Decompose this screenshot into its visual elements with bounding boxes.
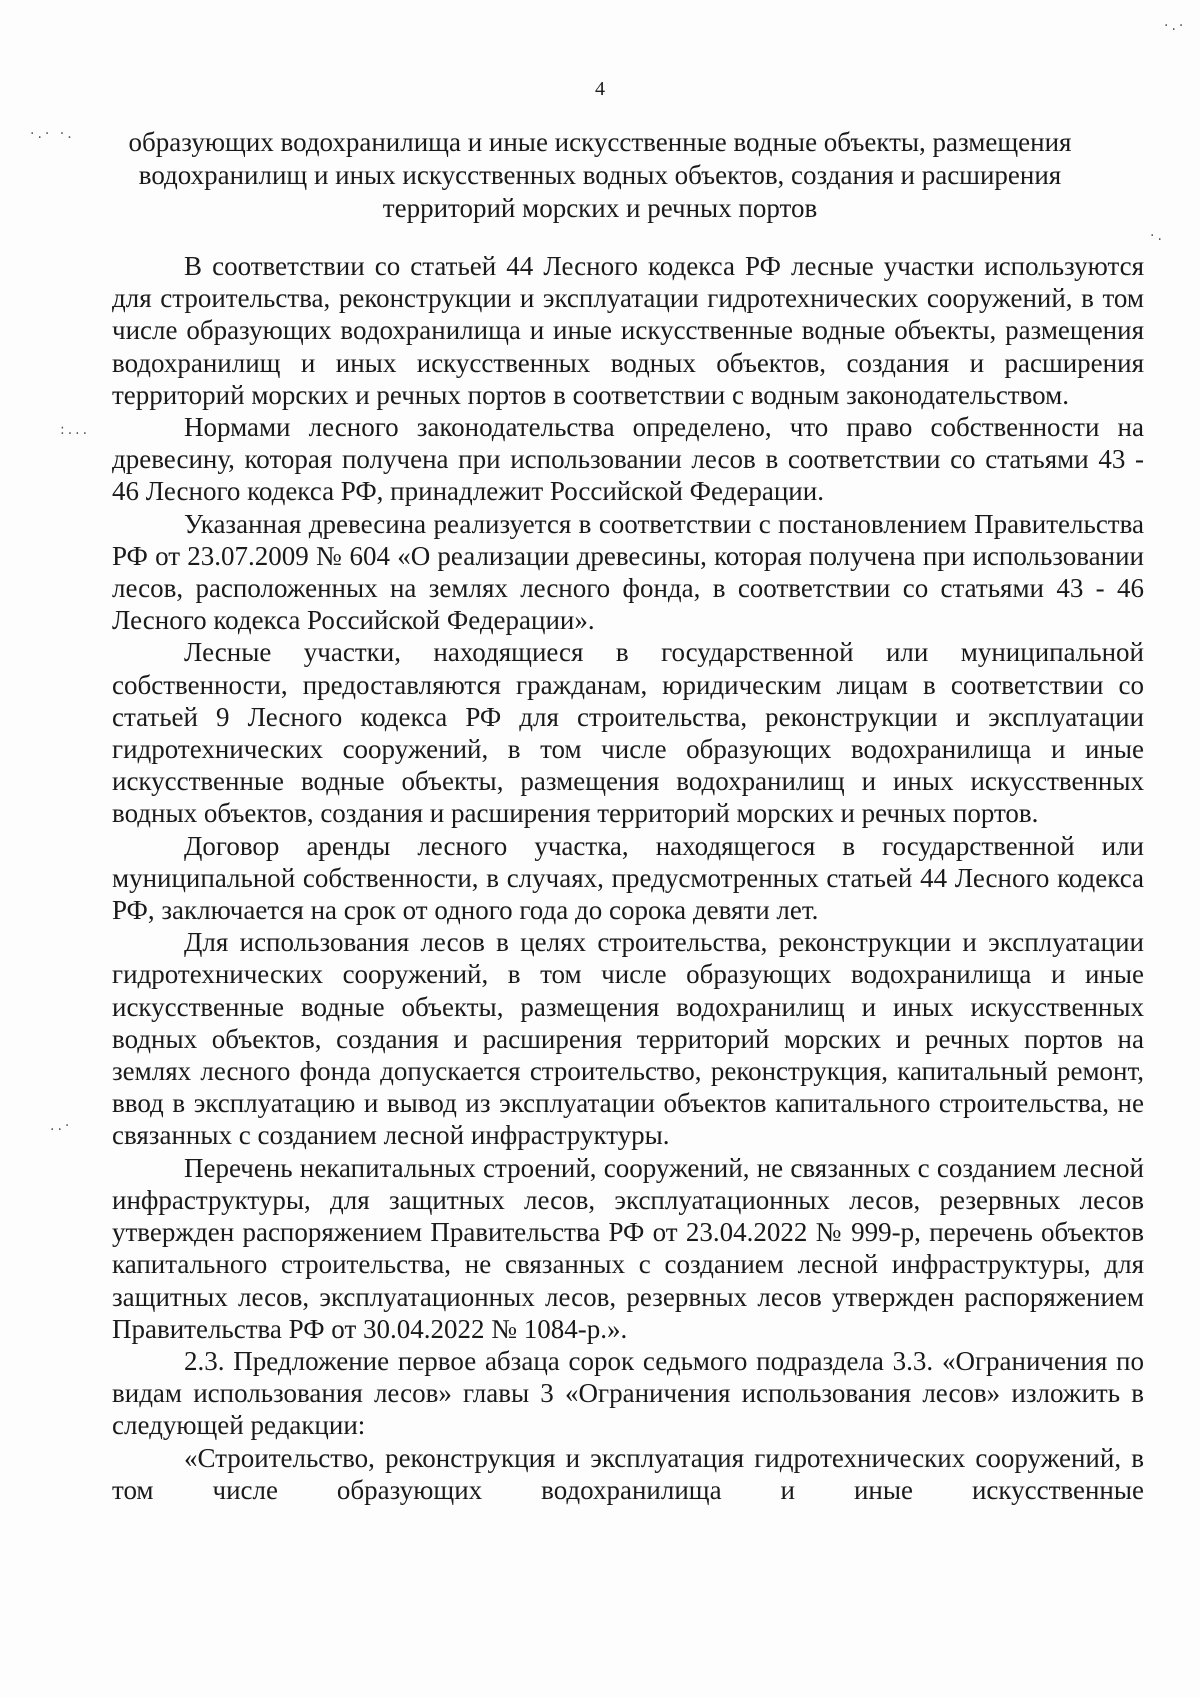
paragraph-3: Указанная древесина реализуется в соответствии с постановлением Правительства РФ от 23.07.2009 № 604 «О реализации древесины, которая получена при использовании лесов, расположенных на землях лесного фонда, в соответствии со статьями 43 - 46 Лесного кодекса Российской Федерации». (112, 508, 1144, 636)
paragraph-1: В соответствии со статьей 44 Лесного кодекса РФ лесные участки используются для строительства, реконструкции и эксплуатации гидротехнических сооружений, в том числе образующих водохранилища и иные искусственные водные объекты, размещения водохранилищ и иных искусственных водных объектов, создания и расширения территорий морских и речных портов в соответствии с водным законодательством. (112, 251, 1144, 410)
paragraph-8: 2.3. Предложение первое абзаца сорок седьмого подраздела 3.3. «Ограничения по видам использования лесов» главы 3 «Ограничения использования лесов» изложить в следующей редакции: (112, 1345, 1144, 1441)
scan-speck: ·.· (1164, 18, 1187, 34)
document-body (112, 250, 1144, 1506)
paragraph-7: Перечень некапитальных строений, сооружений, не связанных с созданием лесной инфраструктуры, для защитных лесов, эксплуатационных лесов, резервных лесов утвержден распоряжением Правительства РФ от 23.04.2022 № 999-р, перечень объектов капитального строительства, не связанных с созданием лесной инфраструктуры, для защитных лесов, эксплуатационных лесов, резервных лесов утвержден распоряжением Правительства РФ от 30.04.2022 № 1084-р.». (112, 1152, 1144, 1344)
scan-speck: ..· (50, 1118, 73, 1134)
heading-line-2: водохранилищ и иных искусственных водных объектов, создания и расширения (138, 160, 1062, 190)
paragraph-5: Договор аренды лесного участка, находящегося в государственной или муниципальной собственности, в случаях, предусмотренных статьей 44 Лесного кодекса РФ, заключается на срок от одного года до сорока девяти лет. (112, 830, 1144, 926)
paragraph-9: «Строительство, реконструкция и эксплуатация гидротехнических сооружений, в том числе образующих водохранилища и иные искусственные (112, 1442, 1144, 1505)
heading-line-1: образующих водохранилища и иные искусственные водные объекты, размещения (128, 127, 1072, 157)
paragraph-2: Нормами лесного законодательства определено, что право собственности на древесину, которая получена при использовании лесов в соответствии со статьями 43 - 46 Лесного кодекса РФ, принадлежит Российской Федерации. (112, 412, 1144, 507)
page-number: 4 (595, 78, 605, 100)
section-heading (100, 126, 1100, 225)
paragraph-4: Лесные участки, находящиеся в государственной или муниципальной собственности, предоставляются гражданам, юридическим лицам в соответствии со статьей 9 Лесного кодекса РФ для строительства, реконструкции и эксплуатации гидротехнических сооружений, в том числе образующих водохранилища и иные искусственные водные объекты, размещения водохранилищ и иных искусственных водных объектов, создания и расширения территорий морских и речных портов. (112, 637, 1144, 829)
scan-speck: ·.· ·. (30, 126, 75, 142)
heading-line-3: территорий морских и речных портов (382, 193, 818, 223)
scan-speck: ·. (1150, 228, 1165, 244)
scan-speck: :... (60, 422, 91, 438)
paragraph-6: Для использования лесов в целях строительства, реконструкции и эксплуатации гидротехнических сооружений, в том числе образующих водохранилища и иные искусственные водные объекты, размещения водохранилищ и иных искусственных водных объектов, создания и расширения территорий морских и речных портов на землях лесного фонда допускается строительство, реконструкция, капитальный ремонт, ввод в эксплуатацию и вывод из эксплуатации объектов капитального строительства, не связанных с созданием лесной инфраструктуры. (112, 927, 1144, 1151)
